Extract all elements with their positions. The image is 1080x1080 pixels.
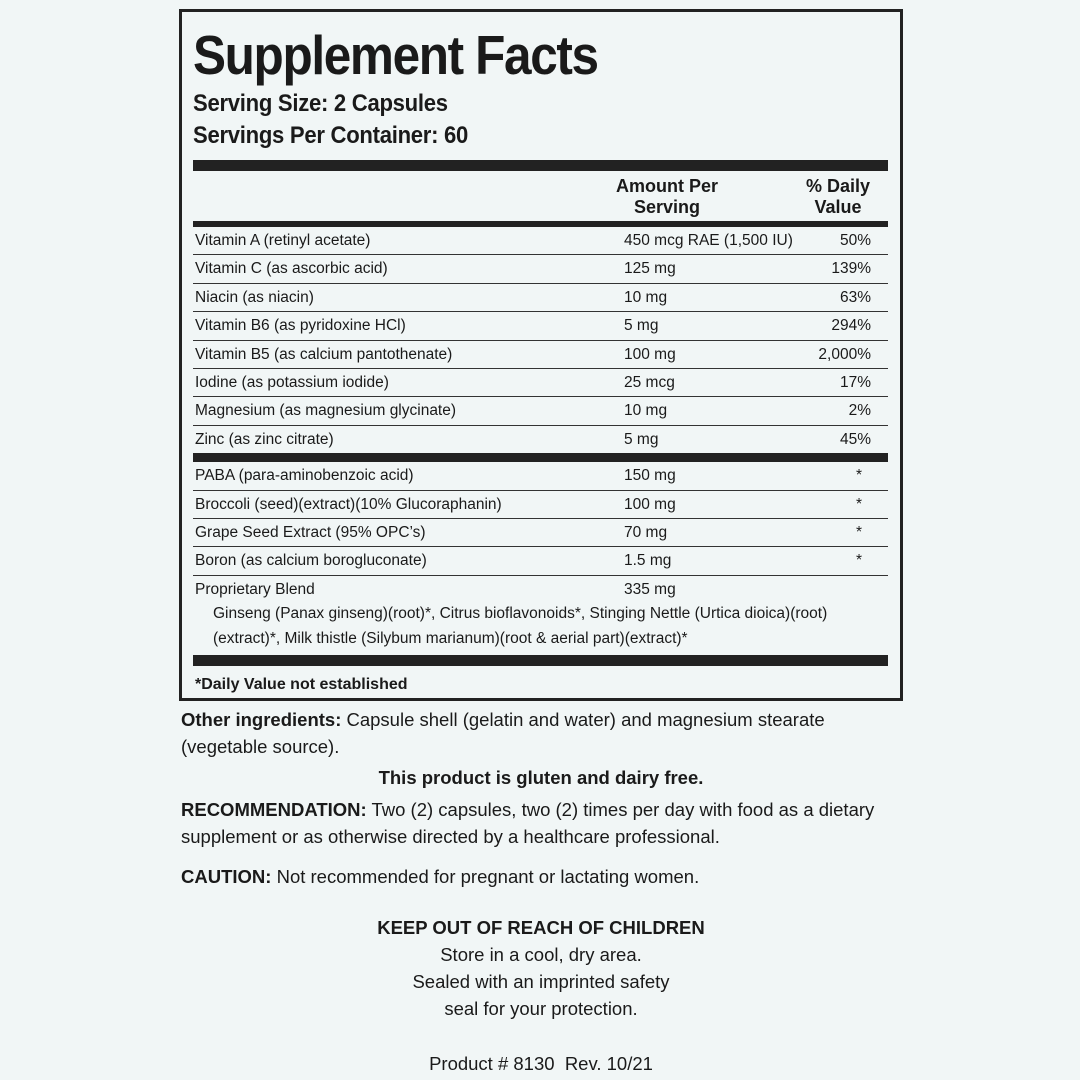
other-ingredients-label: Other ingredients: [181,709,342,730]
nutrient-name: Vitamin C (as ascorbic acid) [195,260,388,278]
table-row [193,491,888,519]
panel-title: Supplement Facts [193,24,598,86]
nutrient-dv: 17% [839,373,871,391]
table-row [193,547,888,575]
nutrient-name: Zinc (as zinc citrate) [195,430,334,448]
nutrient-amount: 125 mg [624,260,676,278]
nutrient-name: Vitamin A (retinyl acetate) [195,232,371,249]
nutrient-dv: 45% [839,430,871,448]
nutrient-name: Iodine (as potassium iodide) [195,373,389,391]
nutrient-name: Magnesium (as magnesium glycinate) [195,402,457,420]
seal-line-1: Sealed with an imprinted safety [412,971,670,992]
table-row [193,519,888,547]
nutrient-amount: 10 mg [624,288,668,306]
nutrient-dv: 2% [848,402,871,420]
ingredient-dv: * [855,523,862,541]
nutrient-amount: 10 mg [624,402,668,420]
product-number: Product # 8130 Rev. 10/21 [429,1053,653,1074]
recommendation [181,796,901,850]
ingredient-amount: 70 mg [624,523,668,541]
ingredient-dv: * [855,467,862,485]
servings-per-container: Servings Per Container: 60 [193,122,469,149]
caution-label: CAUTION: [181,866,272,887]
caution [181,863,901,890]
table-row [193,462,888,490]
nutrient-dv: 2,000% [818,345,871,363]
table-row [193,227,888,255]
blend-line-2: (extract)*, Milk thistle (Silybum marianum)(root & aerial part)(extract)* [213,630,688,648]
serving-size: Serving Size: 2 Capsules [193,90,448,117]
footer-divider [193,655,888,666]
blend-amount: 335 mg [624,580,676,598]
thick-divider [193,160,888,171]
nutrient-amount: 450 mcg RAE (1,500 IU) [624,232,793,249]
storage-line: Store in a cool, dry area. [440,944,642,965]
nutrient-dv: 294% [831,317,871,335]
nutrient-name: Vitamin B5 (as calcium pantothenate) [195,345,453,363]
section-divider [193,453,888,462]
column-header [193,171,888,221]
blend-name: Proprietary Blend [195,580,315,598]
nutrient-amount: 100 mg [624,345,676,363]
other-ingredients [181,706,901,760]
nutrient-name: Vitamin B6 (as pyridoxine HCl) [195,317,406,335]
seal-line-2: seal for your protection. [444,998,638,1019]
table-row [193,312,888,340]
ingredient-amount: 100 mg [624,495,676,513]
nutrient-dv: 63% [839,288,871,306]
blend-ingredients [193,601,888,651]
nutrient-amount: 25 mcg [624,373,675,391]
ingredient-amount: 150 mg [624,467,676,485]
ingredient-name: Boron (as calcium borogluconate) [195,552,427,570]
dv-header-line1: % Daily [805,176,871,196]
amount-header-line2: Serving [633,197,701,217]
daily-value-header [798,176,878,218]
vitamin-rows [193,227,888,454]
footnote: *Daily Value not established [195,676,408,694]
table-row [193,369,888,397]
recommendation-text: Two (2) capsules, two (2) times per day with food as a dietary supplement or as otherwise directed by a healthcare professional. [181,799,875,847]
table-row [193,255,888,283]
nutrient-amount: 5 mg [624,430,659,448]
nutrient-dv: 50% [839,232,871,249]
blend-row [193,576,888,604]
table-row [193,397,888,425]
recommendation-label: RECOMMENDATION: [181,799,367,820]
ingredient-dv: * [855,495,862,513]
table-row [193,426,888,454]
table-row [193,341,888,369]
amount-header-line1: Amount Per [615,176,718,196]
dv-header-line2: Value [814,197,862,217]
other-ingredients-text: Capsule shell (gelatin and water) and magnesium stearate (vegetable source). [181,709,825,757]
nutrient-amount: 5 mg [624,317,659,335]
blend-line-1: Ginseng (Panax ginseng)(root)*, Citrus bioflavonoids*, Stinging Nettle (Urtica dioica)(root) [213,605,828,623]
ingredient-amount: 1.5 mg [624,552,672,570]
nutrient-name: Niacin (as niacin) [195,288,314,306]
caution-text: Not recommended for pregnant or lactating women. [271,866,700,887]
ingredient-name: Grape Seed Extract (95% OPC’s) [195,523,426,541]
supplement-facts-panel [179,9,903,701]
table-row [193,284,888,312]
ingredient-name: Broccoli (seed)(extract)(10% Glucoraphanin) [195,495,502,513]
ingredient-name: PABA (para-aminobenzoic acid) [195,467,414,485]
nutrient-dv: 139% [831,260,871,278]
keep-title: KEEP OUT OF REACH OF CHILDREN [377,917,705,938]
amount-header [615,176,719,218]
keep-out-of-reach [181,914,901,1022]
other-rows [193,462,888,651]
gluten-statement: This product is gluten and dairy free. [378,767,704,788]
ingredient-dv: * [855,552,862,570]
